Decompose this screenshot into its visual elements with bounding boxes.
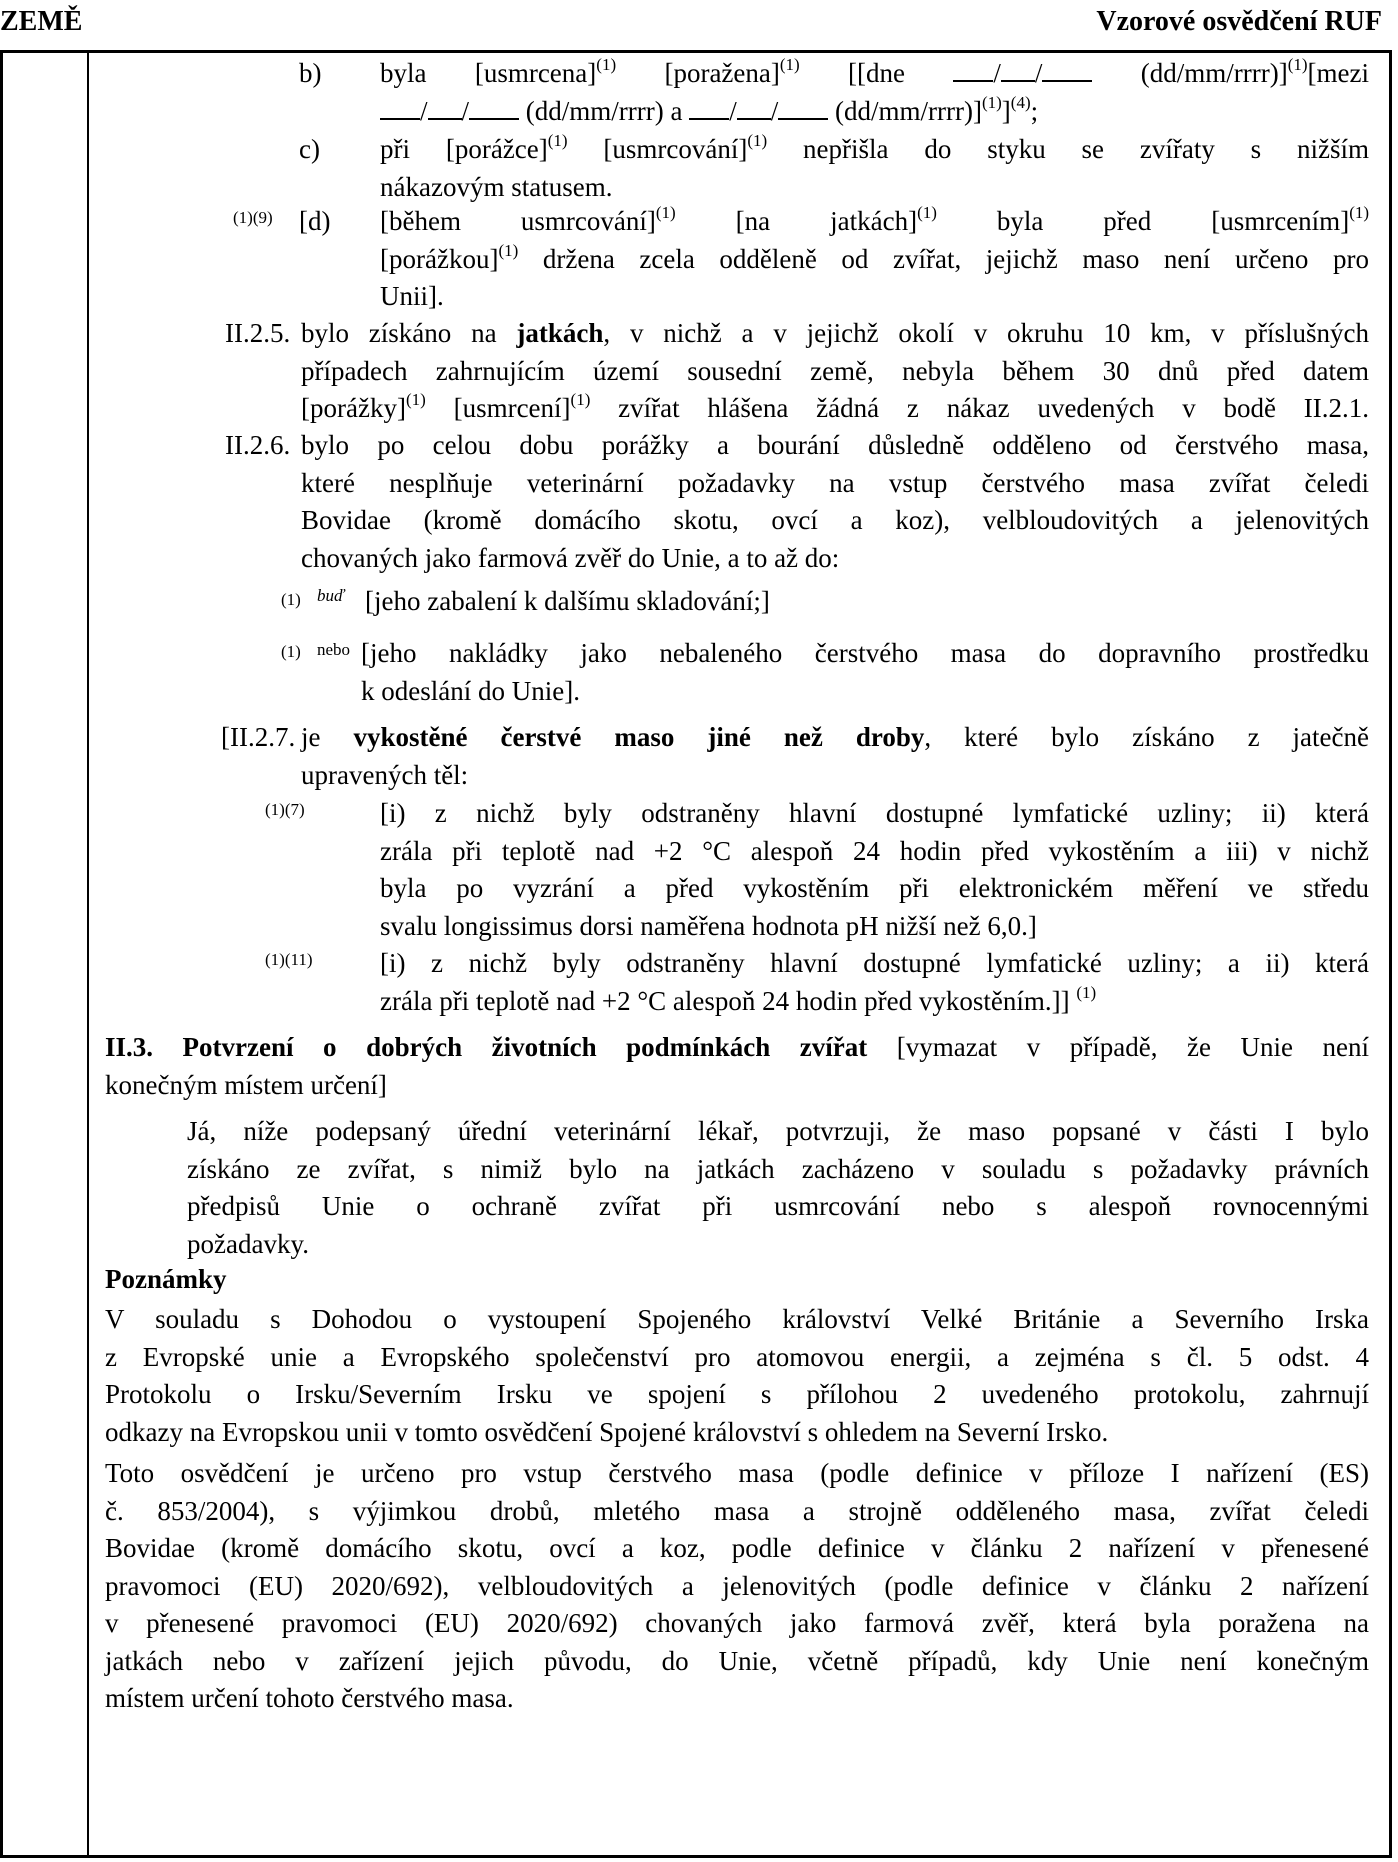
margin-divider (87, 53, 89, 1855)
clause-ii-2-6-text: bylo po celou dobu porážky a bourání důsledně odděleno od čerstvého masa, které nesplňuje veterinární požadavky na vstup čerstvého masa zvířat čeledi Bovidae (kromě domácího skotu, ovcí a koz), velbloudovitých a jelenovitých chovaných jako farmová zvěř do Unie, a to až do: (301, 430, 1369, 573)
option-nebo-text: [jeho nakládky jako nebaleného čerstvého masa do dopravního prostředku k odeslání do Unie]. (361, 638, 1369, 706)
item-d-label: [d) (299, 206, 331, 236)
item-b-label: b) (299, 58, 322, 88)
option-11-text: [i) z nichž byly odstraněny hlavní dostupné lymfatické uzliny; a ii) která zrála při teplotě nad +2 °C alespoň 24 hodin před vykostěním.]] $^{(1)}$ (380, 948, 1369, 1016)
option-7-marker: (1)(7) (265, 800, 305, 819)
option-11-marker: (1)(11) (265, 950, 313, 969)
option-7-text: [i) z nichž byly odstraněny hlavní dostupné lymfatické uzliny; ii) která zrála při teplotě nad +2 °C alespoň 24 hodin před vykostěním a iii) v nichž byla po vyzrání a před vykostěním při elektronickém měření ve středu svalu longissimus dorsi naměřena hodnota pH nižší než 6,0.] (380, 798, 1369, 941)
item-c-text: při [porážce]$^{(1)}$ [usmrcování]$^{(1)}$ nepřišla do styku se zvířaty s nižším nákazovým statusem. (380, 131, 1370, 202)
option-bud-word: buď (317, 586, 345, 605)
option-nebo-word: nebo (317, 640, 351, 659)
certificate-frame: b) byla [usmrcena]$^{(1)}$ [poražena]$^{(1)}$ [[dne / / (dd/mm/rrrr)]$^{(1)}$[mezi / / (dd/mm/rrrr) a / / (dd/mm/rrrr)]$^{(1)}$]$^{(4)}$; c) při [porážce]$^{(1)}$ [usmrcování]$^{(1)}$ nepřišla do styku se zvířaty s nižším nákazovým statusem. (1)(9) [d) [během usmrcování]$^{(1)}$ [na jatkách]$^{(1)}$ byla před [usmrcením]$^{(1)}$ [porážkou]$^{(1)}$ držena zcela odděleně od zvířat, jejichž maso není určeno pro Unii]. II.2.5. bylo získáno na jatkách, v nichž a v jejichž okolí v okruhu 10 km, v příslušných případech zahrnujícím území sousední země, nebyla během 30 dnů před datem [porážky]$^{(1)}$ [usmrcení]$^{(1)}$ zvířat hlášena žádná z nákaz uvedených v bodě II.2.1. II.2.6. bylo po celou dobu porážky a bourání důsledně odděleno od čerstvého masa, které nesplňuje veterinární požadavky na vstup čerstvého masa zvířat čeledi Bovidae (kromě domácího skotu, ovcí a koz), velbloudovitých a jelenovitých chovaných jako farmová zvěř do Unie, a to až do: (1) buď [jeho zabalení k dalšímu skladování;] (1) nebo [jeho nakládky jako nebaleného čerstvého masa do dopravního prostředku k odeslání do Unie]. [II.2.7. je vykostěné čerstvé maso jiné než droby, které bylo získáno z jatečně upravených těl: (1)(7) [i) z nichž byly odstraněny hlavní dostupné lymfatické uzliny; ii) která zrála při teplotě nad +2 °C alespoň 24 hodin před vykostěním a iii) v nichž byla po vyzrání a před vykostěním při elektronickém měření ve středu svalu longissimus dorsi naměřena hodnota pH nižší než 6,0.] (1)(11) [i) z nichž byly odstraněny hlavní dostupné lymfatické uzliny; a ii) která zrála při teplotě nad +2 °C alespoň 24 hodin před vykostěním.]] $^{(1)}$ II.3. Potvrzení o dobrých životních podmínkách zvířat [vymazat v případě, že Unie není konečným místem určení] Já, níže podepsaný úřední veterinární lékař, potvrzuji, že maso popsané v části I bylo získáno ze zvířat, s nimiž bylo na jatkách zacházeno v souladu s požadavky právních předpisů Unie o ochraně zvířat při usmrcování nebo s alespoň rovnocennými požadavky. Poznámky V souladu s Dohodou o vystoupení Spojeného království Velké Británie a Severního Irska z Evropské unie a Evropského společenství pro atomovou energii, a zejména s čl. 5 odst. 4 Protokolu o Irsku/Severním Irsku ve spojení s přílohou 2 uvedeného protokolu, zahrnují odkazy na Evropskou unii v tomto osvědčení Spojené království s ohledem na Severní Irsko. Toto osvědčení je určeno pro vstup čerstvého masa (podle definice v příloze I nařízení (ES) č. 853/2004), s výjimkou drobů, mletého masa a strojně odděleného masa, zvířat čeledi Bovidae (kromě domácího skotu, ovcí a koz, podle definice v článku 2 nařízení v přenesené pravomoci (EU) 2020/692), velbloudovitých a jelenovitých (podle definice v článku 2 nařízení v přenesené pravomoci (EU) 2020/692) chovaných jako farmová zvěř, která byla poražena na jatkách nebo v zařízení jejich původu, do Unie, včetně případů, kdy Unie není konečným místem určení tohoto čerstvého masa. (0, 50, 1392, 1858)
option-nebo-marker: (1) (281, 642, 301, 661)
section-ii-3-text: Já, níže podepsaný úřední veterinární lékař, potvrzuji, že maso popsané v části I bylo získáno ze zvířat, s nimiž bylo na jatkách zacházeno v souladu s požadavky právních předpisů Unie o ochraně zvířat při usmrcování nebo s alespoň rovnocennými požadavky. (187, 1116, 1369, 1259)
option-bud-marker: (1) (281, 590, 301, 609)
option-bud-text: [jeho zabalení k dalšímu skladování;] (365, 586, 770, 616)
clause-ii-2-7-text: je vykostěné čerstvé maso jiné než droby, které bylo získáno z jatečně upravených těl: (301, 722, 1369, 790)
item-c-label: c) (299, 134, 320, 164)
clause-ii-2-5-text: bylo získáno na jatkách, v nichž a v jejichž okolí v okruhu 10 km, v příslušných případech zahrnujícím území sousední země, nebyla během 30 dnů před datem [porážky]$^{(1)}$ [usmrcení]$^{(1)}$ zvířat hlášena žádná z nákaz uvedených v bodě II.2.1. (301, 318, 1369, 423)
clause-ii-2-6-label: II.2.6. (225, 430, 291, 460)
item-d-text: [během usmrcování]$^{(1)}$ [na jatkách]$^{(1)}$ byla před [usmrcením]$^{(1)}$ [porážkou]$^{(1)}$ držena zcela odděleně od zvířat, jejichž maso není určeno pro Unii]. (380, 203, 1370, 311)
item-b-text: byla [usmrcena]$^{(1)}$ [poražena]$^{(1)}$ [[dne / / (dd/mm/rrrr)]$^{(1)}$[mezi / / (dd/mm/rrrr) a / / (dd/mm/rrrr)]$^{(1)}$]$^{(4)}$; (380, 55, 1369, 126)
country-header: ZEMĚ (0, 6, 83, 37)
notes-title: Poznámky (105, 1264, 227, 1294)
item-d-marker: (1)(9) (233, 208, 273, 227)
section-ii-3-heading: II.3. Potvrzení o dobrých životních podmínkách zvířat [vymazat v případě, že Unie není konečným místem určení] (105, 1032, 1369, 1100)
certificate-title: Vzorové osvědčení RUF (1096, 6, 1382, 37)
clause-ii-2-7-label: [II.2.7. (221, 722, 296, 752)
clause-ii-2-5-label: II.2.5. (225, 318, 291, 348)
